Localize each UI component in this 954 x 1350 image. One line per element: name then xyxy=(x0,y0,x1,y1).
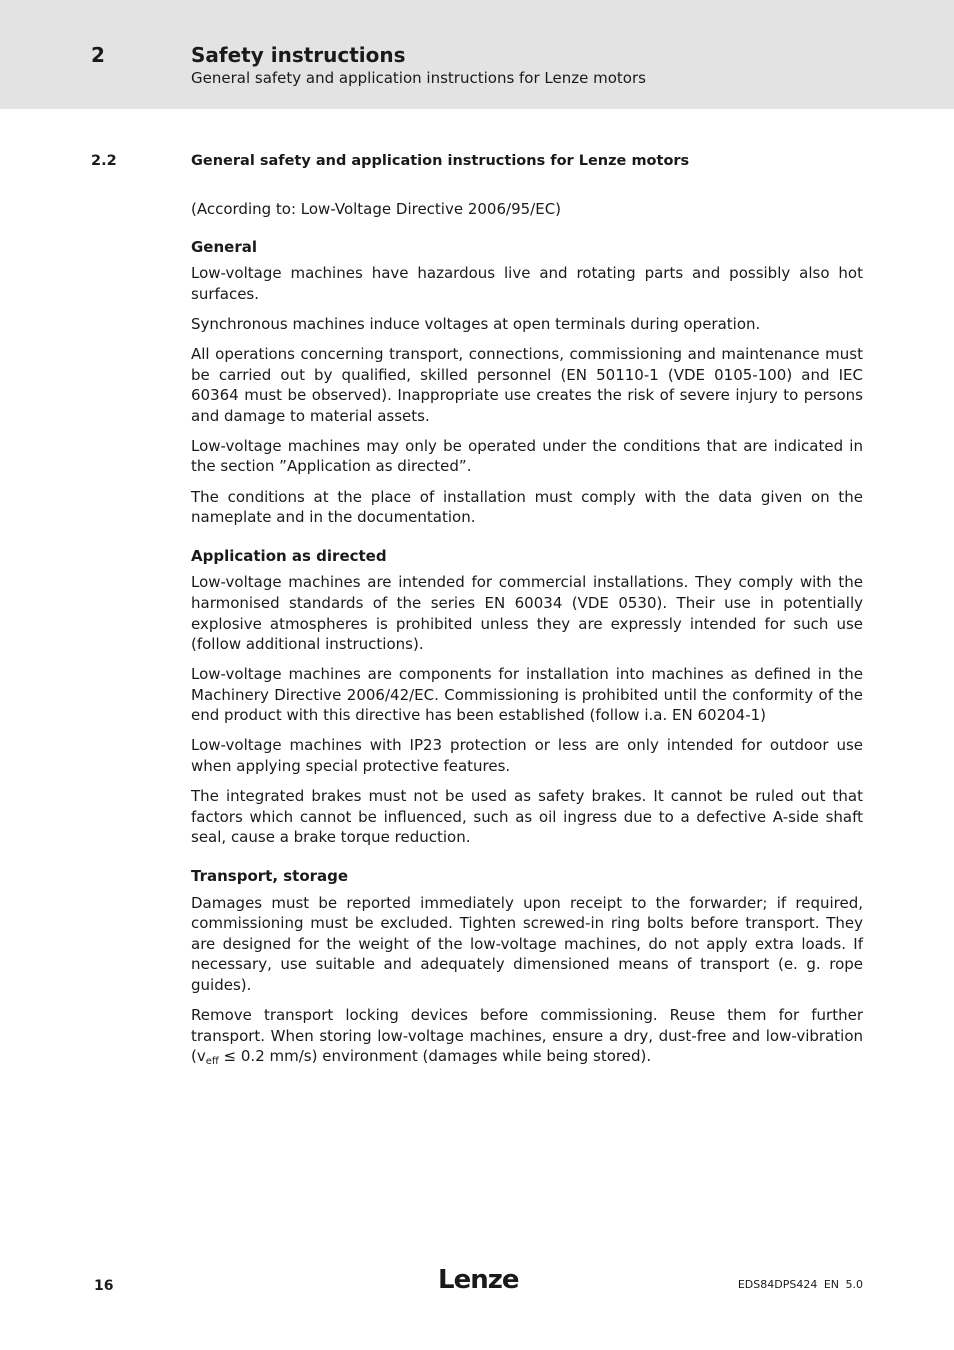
general-paragraph: Low-voltage machines have hazardous live and rotating parts and possibly also hot surfaces. xyxy=(191,264,863,303)
application-paragraph: Low-voltage machines are intended for commercial installations. They comply with the harmonised standards of the series EN 60034 (VDE 0530). Their use in potentially explosive atmospheres is prohibited unless they are expressly intended for such use (follow additional instructions). xyxy=(191,573,863,654)
general-paragraph: Synchronous machines induce voltages at open terminals during operation. xyxy=(191,314,761,333)
transport-paragraph: Damages must be reported immediately upon receipt to the forwarder; if required, commissioning must be excluded. Tighten screwed-in ring bolts before transport. They are designed for the weight of the low-voltage machines, do not apply extra loads. If necessary, use suitable and adequately dimensioned means of transport (e. g. rope guides). xyxy=(191,893,863,994)
application-paragraph: The integrated brakes must not be used as safety brakes. It cannot be ruled out that factors which cannot be influenced, such as oil ingress due to a defective A-side shaft seal, cause a brake torque reduction. xyxy=(191,787,863,847)
transport-text: Remove transport locking devices before commissioning. Reuse them for further transport. When storing low-voltage machines, ensure a dry, dust-free and low-vibration (v xyxy=(191,1006,863,1066)
transport-paragraph xyxy=(191,1005,863,1067)
intro-text: (According to: Low-Voltage Directive 2006/95/EC) xyxy=(191,200,562,218)
general-heading: General xyxy=(191,237,257,256)
application-paragraph: Low-voltage machines are components for installation into machines as defined in the Machinery Directive 2006/42/EC. Commissioning is prohibited until the conformity of the end product with this directive has been established (follow i.a. EN 60204-1) xyxy=(191,665,863,725)
section-title: General safety and application instructions for Lenze motors xyxy=(191,153,690,169)
general-paragraph: Low-voltage machines may only be operated under the conditions that are indicated in the section ”Application as directed”. xyxy=(191,436,863,476)
document-id: EDS84DPS424 EN 5.0 xyxy=(737,1278,863,1291)
section-number: 2.2 xyxy=(91,153,117,169)
general-paragraph: All operations concerning transport, connections, commissioning and maintenance must be carried out by qualified, skilled personnel (EN 50110-1 (VDE 0105-100) and IEC 60364 must be observed). Inappropriate use creates the risk of severe injury to persons and damage to material assets. xyxy=(191,344,863,425)
transport-text: ≤ 0.2 mm/s) environment (damages while being stored). xyxy=(218,1047,652,1066)
application-paragraph: Low-voltage machines with IP23 protection or less are only intended for outdoor use when applying special protective features. xyxy=(191,736,863,776)
lenze-logo: Lenze xyxy=(438,1265,519,1295)
chapter-subtitle: General safety and application instructions for Lenze motors xyxy=(191,69,646,87)
subscript-eff: eff xyxy=(205,1056,219,1068)
page-number: 16 xyxy=(94,1278,114,1294)
chapter-number: 2 xyxy=(91,43,105,67)
chapter-title: Safety instructions xyxy=(191,43,406,67)
page-content xyxy=(191,199,863,1076)
general-paragraph: The conditions at the place of installation must comply with the data given on the nameplate and in the documentation. xyxy=(191,487,863,527)
application-heading: Application as directed xyxy=(191,546,387,565)
header-band xyxy=(0,0,954,109)
transport-heading: Transport, storage xyxy=(191,866,349,885)
